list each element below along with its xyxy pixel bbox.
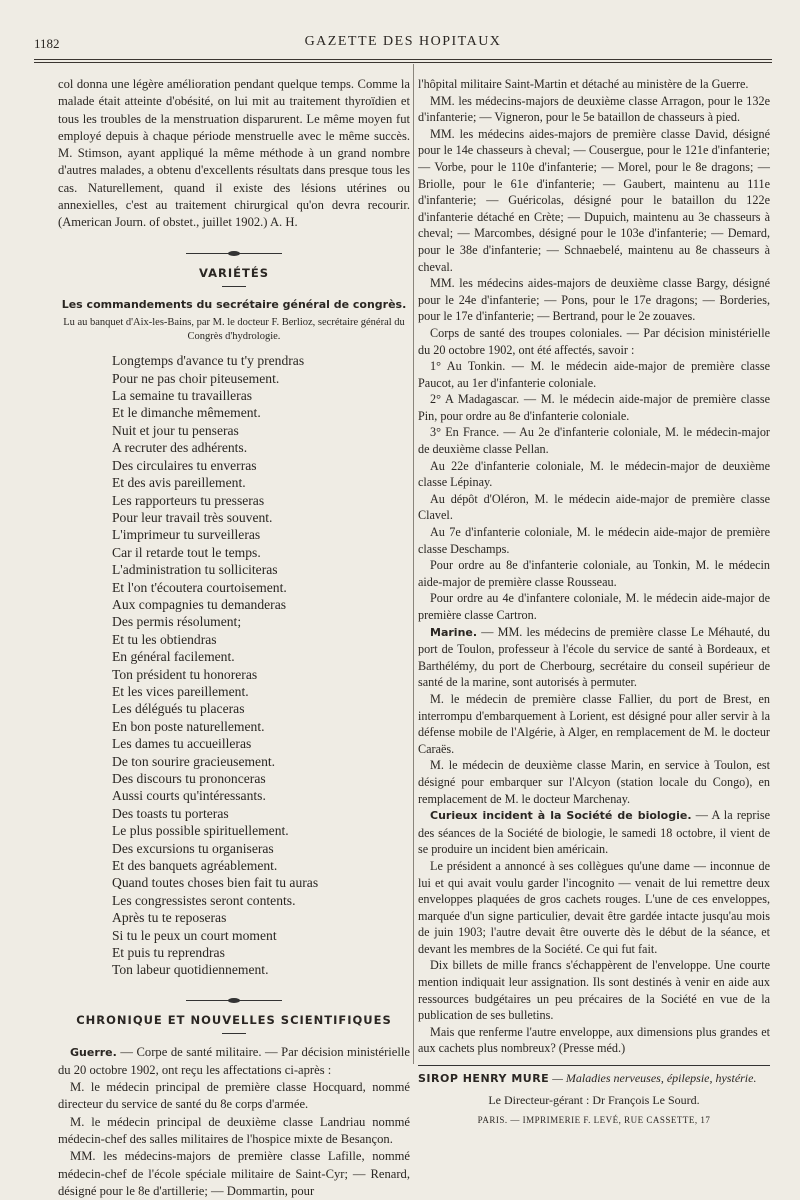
poem-line: Des excursions tu organiseras [112,840,274,856]
poem-line: Des circulaires tu enverras [112,457,257,473]
curieux-text: — A la reprise des séances de la Société de biologie, le samedi 18 octobre, il vient de se produire un incident bien américain. [418,808,770,857]
journal-title: GAZETTE DES HOPITAUX [304,34,502,49]
poem-line: Ton labeur quotidiennement. [112,962,269,978]
article-paragraph: Mais que renferme l'autre enveloppe, aux dimensions plus grandes et aux cachets plus nombreux? (Presse méd.) [418,1024,770,1056]
ornament-divider [58,242,410,259]
article-paragraph: M. le médecin principal de deuxième classe Landriau nommé médecin-chef des salles militaires de l'hospice mixte de Besançon. [58,1114,410,1146]
poem-line: Aux compagnies tu demanderas [112,596,287,612]
varietes-byline: Lu au banquet d'Aix-les-Bains, par M. le docteur F. Berlioz, secrétaire général du Congrès d'hydrologie. [63,317,405,343]
poem-line: La semaine tu travailleras [112,388,253,404]
page-number: 1182 [34,36,60,51]
poem-line: Et tu les obtiendras [112,631,217,647]
article-paragraph: M. le médecin de première classe Fallier, du port de Brest, en interrompu d'embarquement à Lorient, est désigné pour aller servir à la défense mobile de l'Algérie, à Alger, en remplacement de M. le docteur Caraës. [418,691,770,756]
header-rule [34,59,772,60]
poem-line: Car il retarde tout le temps. [112,544,261,560]
poem-line: L'administration tu solliciteras [112,562,278,578]
poem-line: L'imprimeur tu surveilleras [112,527,261,543]
poem-line: Des toasts tu porteras [112,805,229,821]
article-paragraph: 1° Au Tonkin. — M. le médecin aide-major de première classe Paucot, au 1er d'infanterie coloniale. [418,359,770,390]
intro-paragraph: col donna une légère amélioration pendant quelque temps. Comme la malade était atteinte d'obésité, on lui mit au traitement thyroïdien et tous les troubles de la menstruation disparurent. Le même moyen fut employé depuis à chaque période menstruelle avec le même succès. M. Stimson, ayant appliqué la même méthode à un grand nombre d'autres malades, a obtenu d'excellents résultats dans presque tous les cas. Naturellement, quand il existe des lésions utérines ou annexielles, c'est au traitement chirurgical qu'on devra recourir. (American Journ. of obstet., juillet 1902.) A. H. [58,77,410,230]
poem-line: Aussi courts qu'intéressants. [112,788,266,804]
column-divider [413,64,414,1064]
article-paragraph: Au dépôt d'Oléron, M. le médecin aide-major de première classe Clavel. [418,491,770,523]
article-paragraph: Corps de santé des troupes coloniales. — Par décision ministérielle du 20 octobre 1902, ont été affectés, savoir : [418,325,770,357]
article-paragraph: MM. les médecins aides-majors de première classe David, désigné pour le 14e chasseurs à cheval; — Cousergue, pour le 121e d'infanterie; — Vorbe, pour le 110e d'infanterie; — Morel, pour le 8e dragons; — Briolle, pour le 61e d'infanterie; — Gaubert, maintenu au 111e d'infanterie; — Guéricolas, désigné pour le bataillon du 122e d'infanterie détaché en Crète; — Dupuich, maintenu au 3e chasseurs à cheval; — Marcombes, désigné pour le 103e d'infanterie; — Demard, pour le 38e d'infanterie; — Schnaebelé, maintenu au 8e chasseurs à cheval. [418,126,770,274]
varietes-heading: VARIÉTÉS [199,265,269,280]
poem-line: Pour leur travail très souvent. [112,509,273,525]
guerre-paragraph [58,1044,410,1079]
curieux-lead: Curieux incident à la Société de biologie. [430,809,692,823]
article-paragraph: MM. les médecins aides-majors de deuxième classe Bargy, désigné pour le 24e d'infanterie; — Pons, pour le 17e dragons; — Borderies, pour le 17e d'infanterie; — Bertrand, pour le 2e zouaves. [418,276,770,324]
short-rule [222,286,246,287]
article-paragraph: M. le médecin de deuxième classe Marin, en service à Toulon, est désigné pour embarquer sur l'Alcyon (station locale du Congo), en remplacement de M. le docteur Marchenay. [418,758,770,806]
article-paragraph: Pour ordre au 8e d'infanterie coloniale, au Tonkin, M. le médecin aide-major de première classe Rousseau. [418,558,770,589]
poem-line: Quand toutes choses bien fait tu auras [112,875,319,891]
article-paragraph: 2° A Madagascar. — M. le médecin aide-major de première classe Pin, pour ordre au 8e d'infanterie coloniale. [418,392,770,423]
director-line: Le Directeur-gérant : Dr François Le Sourd. [488,1092,700,1107]
printer-line: PARIS. — IMPRIMERIE F. LEVÉ, RUE CASSETTE, 17 [477,1115,711,1126]
article-paragraph: Au 22e d'infanterie coloniale, M. le médecin-major de deuxième classe Lépinay. [418,458,770,490]
article-paragraph: Pour ordre au 4e d'infantere coloniale, M. le médecin aide-major de première classe Cartron. [418,591,770,622]
ad-text: — Maladies nerveuses, épilepsie, hystérie. [549,1071,757,1086]
poem-line: Ton président tu honoreras [112,666,258,682]
ornament-divider [58,989,410,1006]
right-column [418,76,770,1129]
header-rule-double [34,62,772,63]
page-header [34,30,772,56]
poem-line: Des permis résolument; [112,614,242,630]
poem-line: Les dames tu accueilleras [112,736,252,752]
short-rule [222,1033,246,1034]
poem-line: Après tu te reposeras [112,910,227,926]
poem-line: Pour ne pas choir piteusement. [112,370,280,386]
article-paragraph: Le président a annoncé à ses collègues qu'une dame — inconnue de lui et qui avait voulu garder l'incognito — venait de lui remettre deux enveloppes plaquées de gros cachets rouges. L'une de ces enveloppes, marquée d'un signe particulier, devait être gardée intacte jusqu'au mois de juin 1903; l'autre devait être ouverte dès le début de la séance, et devant les membres de la Société. Ce qui fut fait. [418,858,770,956]
poem-line: Des discours tu prononceras [112,771,266,787]
article-paragraph: MM. les médecins-majors de deuxième classe Arragon, pour le 132e d'infanterie; — Vigneron, pour le 5e bataillon de chasseurs à pied. [418,93,770,125]
left-column [58,76,410,1200]
poem-line: Les délégués tu placeras [112,701,245,717]
marine-paragraph [418,624,770,691]
advertisement [418,1065,770,1088]
ad-brand: SIROP HENRY MURE [418,1072,550,1086]
poem-line: En général facilement. [112,649,235,665]
article-paragraph: M. le médecin principal de première classe Hocquard, nommé directeur du service de santé du 8e corps d'armée. [58,1080,410,1112]
chronique-heading: CHRONIQUE ET NOUVELLES SCIENTIFIQUES [76,1013,392,1028]
poem-line: Et l'on t'écoutera courtoisement. [112,579,287,595]
article-paragraph: 3° En France. — Au 2e d'infanterie coloniale, M. le médecin-major de deuxième classe Pellan. [418,425,770,457]
poem-line: Et puis tu reprendras [112,945,225,961]
article-paragraph: Au 7e d'infanterie coloniale, M. le médecin aide-major de première classe Deschamps. [418,525,770,556]
marine-lead: Marine. [430,625,478,639]
poem-line: Et des banquets agréablement. [112,858,278,874]
curieux-paragraph [418,807,770,858]
poem-line: A recruter des adhérents. [112,440,248,456]
poem-line: Les congressistes seront contents. [112,892,296,908]
article-paragraph: l'hôpital militaire Saint-Martin et détaché au ministère de la Guerre. [418,77,749,91]
poem-line: Les rapporteurs tu presseras [112,492,265,508]
poem-line: Et les vices pareillement. [112,683,249,699]
varietes-subtitle: Les commandements du secrétaire général de congrès. [61,298,407,312]
marine-text: — MM. les médecins de première classe Le Méhauté, du port de Toulon, professeur à l'école du service de santé à Bordeaux, et Barthélémy, du port de Cherbourg, secrétaire du conseil supérieur de santé de la marine, sont autorisés à permuter. [418,624,770,690]
poem-line: Et le dimanche mêmement. [112,405,261,421]
poem-line: Nuit et jour tu penseras [112,422,239,438]
poem-line: Le plus possible spirituellement. [112,823,289,839]
poem-line: Et des avis pareillement. [112,475,246,491]
poem-line: Si tu le peux un court moment [112,927,277,943]
guerre-text: — Corpe de santé militaire. — Par décision ministérielle du 20 octobre 1902, ont reçu les affectations ci-après : [58,1045,410,1077]
guerre-lead: Guerre. [70,1046,117,1060]
poem [112,352,410,979]
poem-line: Longtemps d'avance tu t'y prendras [112,353,305,369]
poem-line: De ton sourire gracieusement. [112,753,276,769]
article-paragraph: MM. les médecins-majors de première classe Lafille, nommé médecin-chef de l'école spéciale militaire de Saint-Cyr; — Renard, désigné pour le 8e d'artillerie; — Dommartin, pour [58,1149,410,1198]
poem-line: En bon poste naturellement. [112,718,265,734]
article-paragraph: Dix billets de mille francs s'échappèrent de l'enveloppe. Une courte mention indiquait leur assignation. Ils sont destinés à venir en aide aux ressources budgétaires un peu précaires de la Société en vue de la publication de ses bulletins. [418,958,770,1023]
